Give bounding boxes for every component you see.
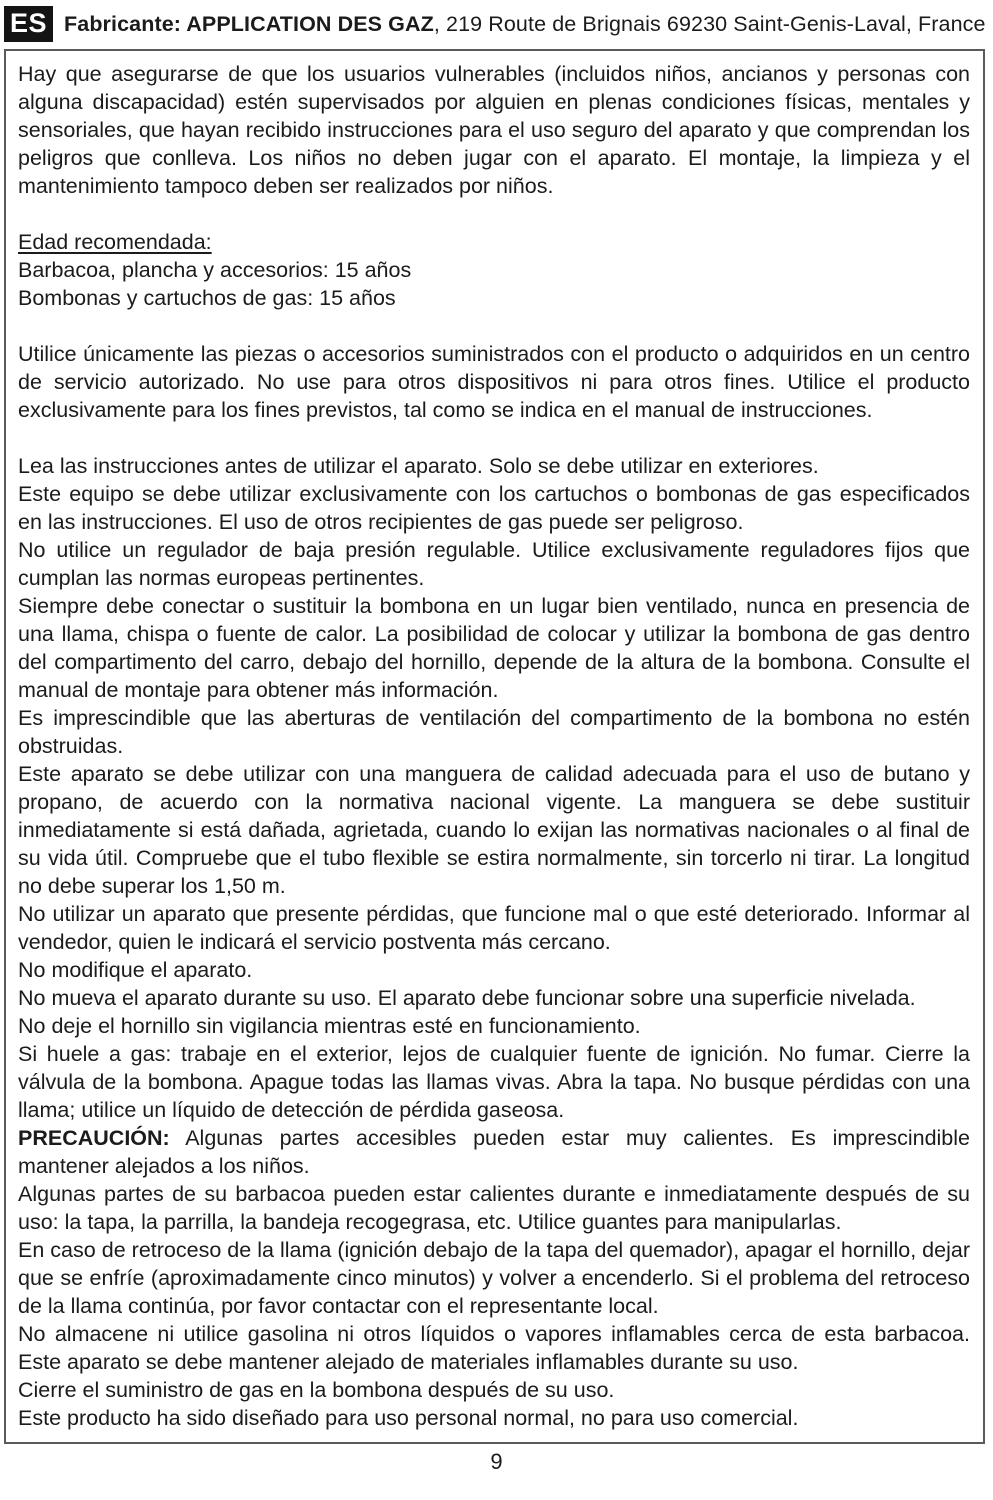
age-line-barbacoa: Barbacoa, plancha y accesorios: 15 años [18,258,412,282]
paragraph-accessories: Utilice únicamente las piezas o accesorios suministrados con el producto o adquiridos en un centro de servicio autorizado. No use para otros dispositivos ni para otros fines. Utilice el producto exclusivamente para los fines previstos, tal como se indica en el manual de instrucciones. [18,342,970,422]
blank-line [18,200,970,228]
paragraph-instruction: Cierre el suministro de gas en la bombona después de su uso. [18,1378,615,1402]
age-line-bombonas: Bombonas y cartuchos de gas: 15 años [18,286,396,310]
precaucion-text: Algunas partes accesibles pueden estar muy calientes. Es imprescindible mantener alejados a los niños. [18,1126,970,1178]
paragraph-instruction: No modifique el aparato. [18,958,253,982]
page-header [0,0,993,42]
paragraph-instruction: Este equipo se debe utilizar exclusivamente con los cartuchos o bombonas de gas especificados en las instrucciones. El uso de otros recipientes de gas puede ser peligroso. [18,482,970,534]
paragraph-instruction: No utilizar un aparato que presente pérdidas, que funcione mal o que esté deteriorado. Informar al vendedor, quien le indicará el servicio postventa más cercano. [18,902,970,954]
paragraph-instruction: No mueva el aparato durante su uso. El aparato debe funcionar sobre una superficie nivelada. [18,986,916,1010]
manufacturer-name: Fabricante: APPLICATION DES GAZ [64,11,434,36]
page-footer [0,1449,993,1475]
precaucion-label: PRECAUCIÓN: [18,1126,170,1150]
paragraph-instruction: En caso de retroceso de la llama (ignición debajo de la tapa del quemador), apagar el hornillo, dejar que se enfríe (aproximadamente cinco minutos) y volver a encenderlo. Si el problema del retroceso de la llama continúa, por favor contactar con el representante local. [18,1238,970,1318]
manufacturer-address: , 219 Route de Brignais 69230 Saint-Genis-Laval, France [433,11,986,36]
paragraph-instruction: Es imprescindible que las aberturas de ventilación del compartimento de la bombona no estén obstruidas. [18,706,970,758]
paragraph-instruction: Siempre debe conectar o sustituir la bombona en un lugar bien ventilado, nunca en presencia de una llama, chispa o fuente de calor. La posibilidad de colocar y utilizar la bombona de gas dentro del compartimento del carro, debajo del hornillo, depende de la altura de la bombona. Consulte el manual de montaje para obtener más información. [18,594,970,702]
manufacturer-line [64,12,986,37]
paragraph-instruction: No deje el hornillo sin vigilancia mientras esté en funcionamiento. [18,1014,641,1038]
paragraph-instruction: Si huele a gas: trabaje en el exterior, lejos de cualquier fuente de ignición. No fumar. Cierre la válvula de la bombona. Apague todas las llamas vivas. Abra la tapa. No busque pérdidas con una llama; utilice un líquido de detección de pérdida gaseosa. [18,1042,970,1122]
paragraph-instruction: No utilice un regulador de baja presión regulable. Utilice exclusivamente reguladores fijos que cumplan las normas europeas pertinentes. [18,538,970,590]
paragraph-instruction: No almacene ni utilice gasolina ni otros líquidos o vapores inflamables cerca de esta barbacoa. Este aparato se debe mantener alejado de materiales inflamables durante su uso. [18,1322,970,1374]
language-badge: ES [4,6,53,42]
blank-line [18,424,970,452]
age-heading: Edad recomendada: [18,230,212,254]
paragraph-instruction: Lea las instrucciones antes de utilizar el aparato. Solo se debe utilizar en exteriores. [18,454,819,478]
safety-instructions-box [4,49,985,1444]
paragraph-precaucion [18,1124,970,1180]
blank-line [18,312,970,340]
paragraph-instruction: Algunas partes de su barbacoa pueden estar calientes durante e inmediatamente después de su uso: la tapa, la parrilla, la bandeja recogegrasa, etc. Utilice guantes para manipularlas. [18,1182,970,1234]
paragraph-supervision: Hay que asegurarse de que los usuarios vulnerables (incluidos niños, ancianos y personas con alguna discapacidad) estén supervisados por alguien en plenas condiciones físicas, mentales y sensoriales, que hayan recibido instrucciones para el uso seguro del aparato y que comprendan los peligros que conlleva. Los niños no deben jugar con el aparato. El montaje, la limpieza y el mantenimiento tampoco deben ser realizados por niños. [18,62,970,198]
page-number: 9 [490,1449,503,1474]
paragraph-instruction: Este aparato se debe utilizar con una manguera de calidad adecuada para el uso de butano y propano, de acuerdo con la normativa nacional vigente. La manguera se debe sustituir inmediatamente si está dañada, agrietada, cuando lo exijan las normativas nacionales o al final de su vida útil. Compruebe que el tubo flexible se estira normalmente, sin torcerlo ni tirar. La longitud no debe superar los 1,50 m. [18,762,970,898]
paragraph-instruction: Este producto ha sido diseñado para uso personal normal, no para uso comercial. [18,1406,799,1430]
